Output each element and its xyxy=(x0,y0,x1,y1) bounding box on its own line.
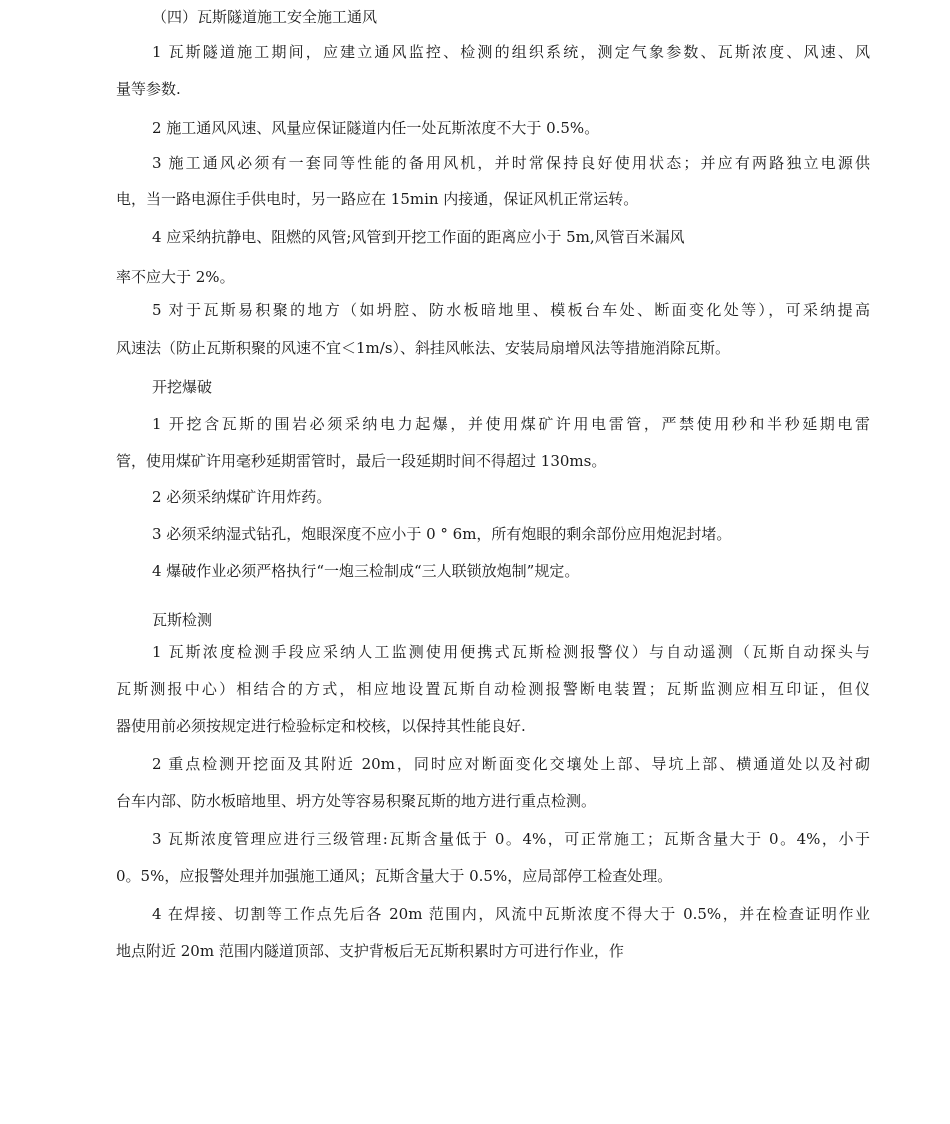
detection-item-3-line-2: 0。5%，应报警处理并加强施工通风；瓦斯含量大于 0.5%，应局部停工检查处理。 xyxy=(116,867,673,885)
ventilation-item-3-line-2: 电，当一路电源住手供电时，另一路应在 15min 内接通，保证风机正常运转。 xyxy=(116,190,639,208)
detection-item-2-line-2: 台车内部、防水板暗地里、坍方处等容易积聚瓦斯的地方进行重点检测。 xyxy=(116,792,597,810)
ventilation-item-1-line-1: 1 瓦斯隧道施工期间，应建立通风监控、检测的组织系统，测定气象参数、瓦斯浓度、风速、风 xyxy=(152,43,870,61)
ventilation-item-5-line-2: 风速法（防止瓦斯积聚的风速不宜＜1m/s）、斜挂风帐法、安装局扇增风法等措施消除瓦斯。 xyxy=(116,339,731,357)
ventilation-item-1-line-2: 量等参数. xyxy=(116,80,181,98)
section-heading-blasting: 开挖爆破 xyxy=(152,378,213,396)
blasting-item-2: 2 必须采纳煤矿许用炸药。 xyxy=(152,488,332,506)
section-heading-ventilation: （四）瓦斯隧道施工安全施工通风 xyxy=(152,8,378,26)
ventilation-item-3-line-1: 3 施工通风必须有一套同等性能的备用风机，并时常保持良好使用状态；并应有两路独立电源供 xyxy=(152,154,870,172)
ventilation-item-2: 2 施工通风风速、风量应保证隧道内任一处瓦斯浓度不大于 0.5%。 xyxy=(152,119,600,137)
detection-item-4-line-1: 4 在焊接、切割等工作点先后各 20m 范围内，风流中瓦斯浓度不得大于 0.5%，并在检查证明作业 xyxy=(152,905,870,923)
detection-item-1-line-3: 器使用前必须按规定进行检验标定和校核，以保持其性能良好. xyxy=(116,717,526,735)
detection-item-1-line-1: 1 瓦斯浓度检测手段应采纳人工监测使用便携式瓦斯检测报警仪）与自动遥测（瓦斯自动探头与 xyxy=(152,643,870,661)
ventilation-item-5-line-1: 5 对于瓦斯易积聚的地方（如坍腔、防水板暗地里、模板台车处、断面变化处等），可采纳提高 xyxy=(152,301,870,319)
ventilation-item-4-line-2: 率不应大于 2%。 xyxy=(116,268,235,286)
blasting-item-1-line-2: 管，使用煤矿许用毫秒延期雷管时，最后一段延期时间不得超过 130ms。 xyxy=(116,452,607,470)
detection-item-3-line-1: 3 瓦斯浓度管理应进行三级管理:瓦斯含量低于 0。4%，可正常施工；瓦斯含量大于 0。4%，小于 xyxy=(152,830,870,848)
detection-item-1-line-2: 瓦斯测报中心）相结合的方式，相应地设置瓦斯自动检测报警断电装置；瓦斯监测应相互印证，但仪 xyxy=(116,680,870,698)
section-heading-detection: 瓦斯检测 xyxy=(152,611,213,629)
ventilation-item-4-line-1: 4 应采纳抗静电、阻燃的风管;风管到开挖工作面的距离应小于 5m,风管百米漏风 xyxy=(152,228,685,246)
blasting-item-4: 4 爆破作业必须严格执行“一炮三检制成“三人联锁放炮制”规定。 xyxy=(152,562,580,580)
blasting-item-1-line-1: 1 开挖含瓦斯的围岩必须采纳电力起爆，并使用煤矿许用电雷管，严禁使用秒和半秒延期电雷 xyxy=(152,415,870,433)
blasting-item-3: 3 必须采纳湿式钻孔，炮眼深度不应小于 0 ° 6m，所有炮眼的剩余部份应用炮泥封堵。 xyxy=(152,525,732,543)
detection-item-4-line-2: 地点附近 20m 范围内隧道顶部、支护背板后无瓦斯积累时方可进行作业，作 xyxy=(116,942,624,960)
detection-item-2-line-1: 2 重点检测开挖面及其附近 20m，同时应对断面变化交壤处上部、导坑上部、横通道处以及衬砌 xyxy=(152,755,870,773)
